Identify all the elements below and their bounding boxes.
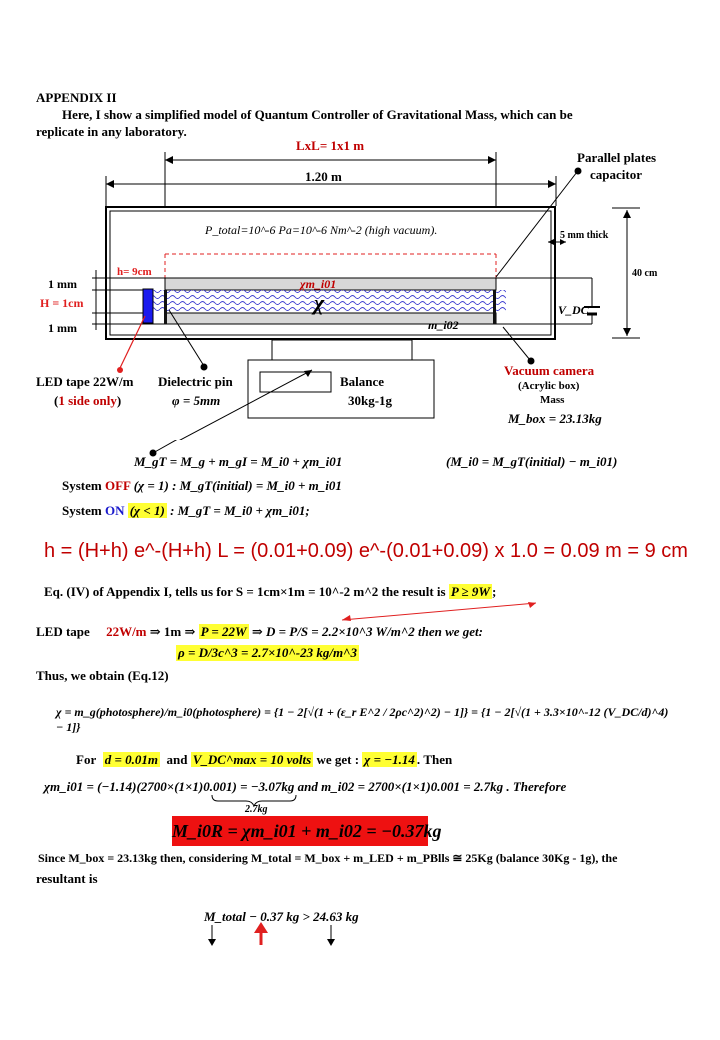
- acrylic-label: (Acrylic box): [518, 380, 580, 392]
- appendix-heading: APPENDIX II: [36, 90, 117, 105]
- balance-range: 30kg-1g: [348, 393, 393, 408]
- system-off-word: OFF: [104, 478, 131, 493]
- system-off-line: [62, 478, 342, 494]
- then-text: . Then: [416, 752, 453, 767]
- chi-formula: χ = m_g(photosphere)/m_i0(photosphere) = {1 − 2[√(1 + (ε_r E^2 / 2ρc^2)^2) − 1]} = {1 − 2[√(1 + 3.3×10^-12 (V_DC/d)^4) − 1]}: [56, 705, 669, 734]
- vdc-label: V_DC: [558, 303, 589, 317]
- since-text: Since M_box = 23.13kg then, considering M_total = M_box + m_LED + m_PBlls ≅ 25Kg (balance 30Kg - 1g), the: [38, 851, 618, 865]
- capacitor-label-1: Parallel plates: [577, 150, 657, 165]
- mbox-label: M_box = 23.13kg: [508, 411, 602, 426]
- and-text: and: [166, 752, 188, 767]
- led-side-red: 1 side only: [58, 393, 117, 408]
- chi-value: χ = −1.14: [364, 752, 415, 767]
- mi0-equation: (M_i0 = M_gT(initial) − m_i01): [446, 454, 618, 469]
- system-on-prefix: System: [62, 503, 102, 518]
- result-box: M_i0R = χm_i01 + m_i02 = −0.37kg: [172, 816, 428, 846]
- system-on-word: ON: [104, 503, 125, 518]
- intro-line-2: replicate in any laboratory.: [36, 124, 187, 139]
- resultant-text: resultant is: [36, 871, 98, 886]
- led-chain-2: ⇒ D = P/S = 2.2×10^3 W/m^2 then we get:: [251, 624, 483, 639]
- eq-iv-result: P ≥ 9W: [450, 584, 490, 599]
- led-power: 22W/m: [106, 624, 147, 639]
- mass-label: Mass: [540, 394, 565, 406]
- led-p: P = 22W: [200, 624, 247, 639]
- chi-mi01-calc: χm_i01 = (−1.14)(2700×(1×1)0.001) = −3.07kg and m_i02 = 2700×(1×1)0.001 = 2.7kg . Therefore: [44, 779, 567, 794]
- system-on-cond: (χ < 1): [129, 503, 165, 518]
- gap-bottom-label: 1 mm: [48, 321, 77, 335]
- eq-iv-line: [44, 584, 496, 600]
- led-side-prefix: (: [54, 393, 59, 408]
- chi-mi01-label: χm_i01: [300, 277, 337, 291]
- intro-line-1: Here, I show a simplified model of Quantum Controller of Gravitational Mass, which can be: [62, 107, 573, 122]
- vacuum-label: Vacuum camera: [504, 363, 595, 378]
- mi02-label: m_i02: [428, 318, 459, 332]
- thickness-label: 5 mm thick: [560, 230, 609, 241]
- led-side-suffix: ): [116, 393, 122, 408]
- mgt-equation: M_gT = M_g + m_gI = M_i0 + χm_i01: [134, 454, 343, 469]
- eq-iv-end: ;: [492, 584, 497, 599]
- system-on-line: [62, 503, 310, 519]
- led-chain-1: ⇒ 1m ⇒: [149, 624, 196, 639]
- dielectric-label: Dielectric pin: [158, 374, 233, 389]
- width-label: 1.20 m: [305, 169, 342, 184]
- h-equation: h = (H+h) e^-(H+h) L = (0.01+0.09) e^-(0.01+0.09) x 1.0 = 0.09 m = 9 cm: [44, 540, 688, 562]
- d-value: d = 0.01m: [104, 752, 158, 767]
- lower-annotations: [0, 440, 720, 1040]
- led-tape-label: LED tape: [36, 624, 90, 639]
- v-value: V_DC^max = 10 volts: [192, 752, 312, 767]
- chi-symbol: χ: [314, 290, 325, 315]
- system-on-eq: : M_gT = M_i0 + χm_i01;: [170, 503, 310, 518]
- led-side-label: [54, 393, 121, 409]
- H-label: H = 1cm: [40, 296, 84, 310]
- system-off-eq: : M_gT(initial) = M_i0 + m_i01: [172, 478, 342, 493]
- pressure-label: P_total=10^-6 Pa=10^-6 Nm^-2 (high vacuum).: [205, 223, 438, 237]
- for-text: For: [76, 752, 97, 767]
- rho-equation: ρ = D/3c^3 = 2.7×10^-23 kg/m^3: [178, 645, 357, 660]
- h-label: h= 9cm: [117, 266, 152, 278]
- led-tape-line: [36, 624, 483, 640]
- system-off-cond: (χ = 1): [133, 478, 169, 493]
- phi-label: φ = 5mm: [172, 393, 221, 408]
- capacitor-label-2: capacitor: [590, 167, 642, 182]
- system-off-prefix: System: [62, 478, 102, 493]
- eq-iv-text: Eq. (IV) of Appendix I, tells us for S = 1cm×1m = 10^-2 m^2 the result is: [44, 584, 446, 599]
- underbrace-label: 2.7kg: [245, 804, 268, 815]
- get-text: we get :: [316, 752, 360, 767]
- gap-top-label: 1 mm: [48, 277, 77, 291]
- balance-label: Balance: [340, 374, 385, 389]
- height-label: 40 cm: [632, 268, 658, 279]
- led-label: LED tape 22W/m: [36, 374, 134, 389]
- area-label: LxL= 1x1 m: [296, 138, 365, 153]
- final-equation: M_total − 0.37 kg > 24.63 kg: [204, 909, 359, 924]
- thus-text: Thus, we obtain (Eq.12): [36, 668, 169, 683]
- for-line: [76, 752, 452, 768]
